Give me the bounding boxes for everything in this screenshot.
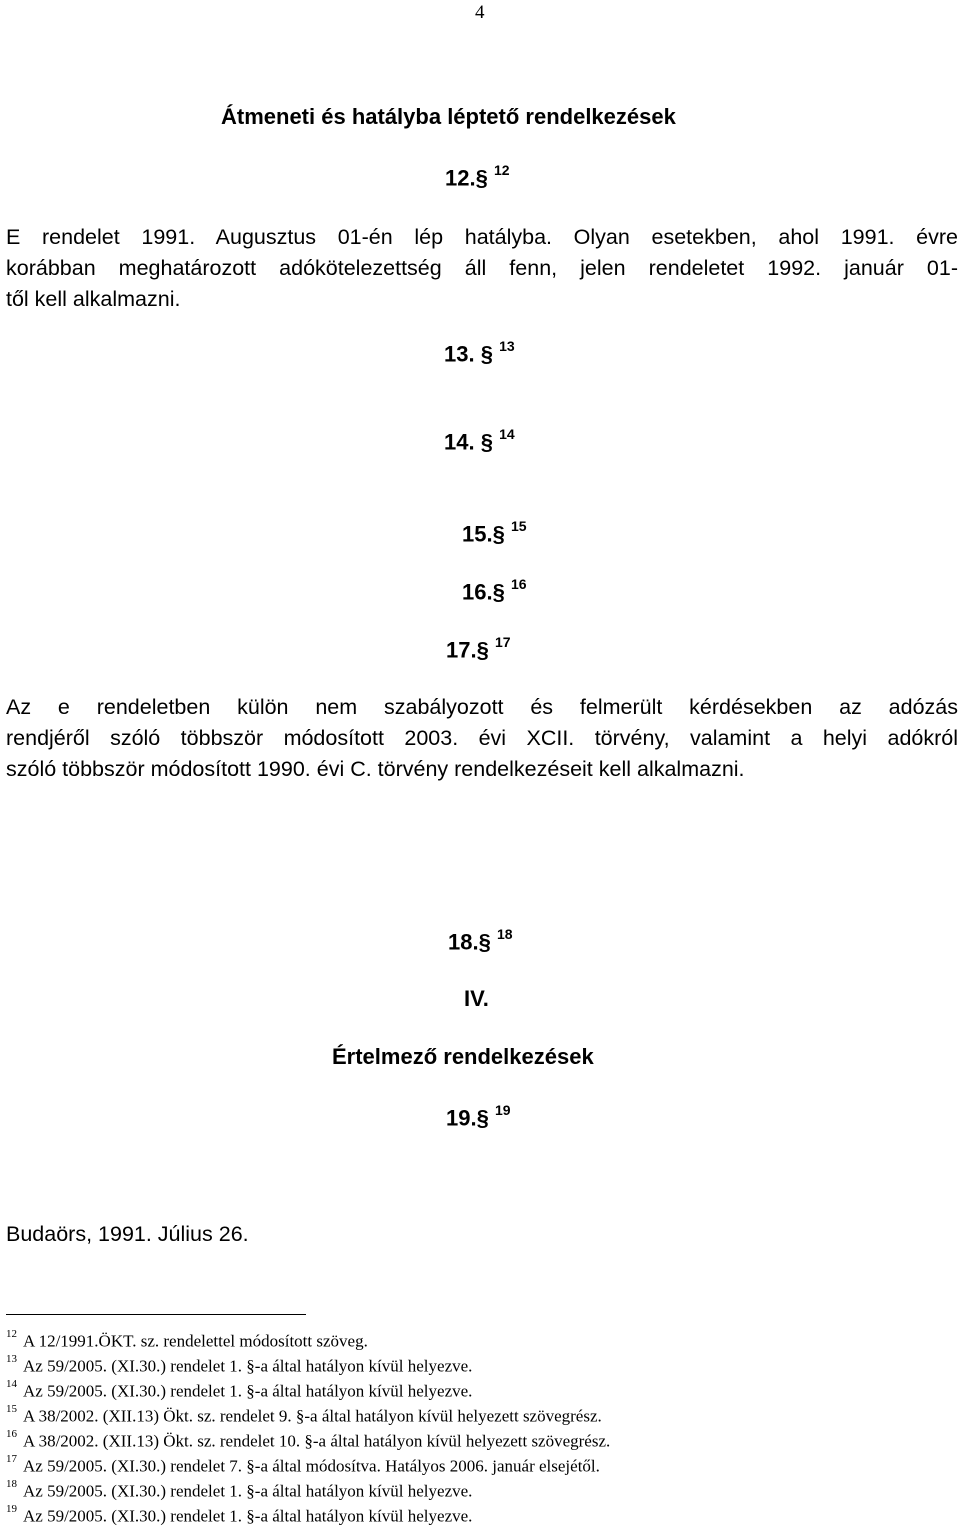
footnote-ref[interactable]: 16: [510, 576, 527, 592]
section-18: [448, 928, 513, 955]
page-number: 4: [475, 2, 485, 23]
footnote-17: [6, 1452, 600, 1477]
footnote-text: A 12/1991.ÖKT. sz. rendelettel módosított szöveg.: [23, 1331, 368, 1351]
section-number: 12.: [445, 165, 476, 191]
footnote-text: A 38/2002. (XII.13) Ökt. sz. rendelet 10. §-a által hatályon kívül helyezett szövegrész.: [23, 1431, 611, 1451]
footnote-text: Az 59/2005. (XI.30.) rendelet 1. §-a által hatályon kívül helyezve.: [23, 1356, 473, 1376]
footnote-ref[interactable]: 15: [510, 518, 527, 534]
footnote-marker: 17: [6, 1453, 17, 1465]
chapter-number: IV.: [464, 986, 489, 1011]
footnote-ref[interactable]: 13: [499, 338, 515, 354]
section-16: [462, 578, 527, 605]
footnote-marker: 12: [6, 1328, 17, 1340]
footnote-text: Az 59/2005. (XI.30.) rendelet 1. §-a által hatályon kívül helyezve.: [23, 1481, 473, 1501]
section-sign: §: [492, 521, 505, 547]
footnote-text: A 38/2002. (XII.13) Ökt. sz. rendelet 9. §-a által hatályon kívül helyezett szövegrész.: [23, 1406, 602, 1426]
footnote-ref[interactable]: 19: [494, 1102, 511, 1118]
section-number: 18.: [448, 929, 479, 955]
paragraph-line: szóló többször módosított 1990. évi C. törvény rendelkezéseit kell alkalmazni.: [6, 757, 745, 781]
section-number: 17.: [446, 637, 477, 663]
footnote-ref[interactable]: 12: [493, 162, 510, 178]
footnote-text: Az 59/2005. (XI.30.) rendelet 1. §-a által hatályon kívül helyezve.: [23, 1381, 473, 1401]
section-number: 15.: [462, 521, 493, 547]
footnote-12: [6, 1327, 368, 1352]
footnote-marker: 15: [6, 1403, 17, 1415]
paragraph-line: E rendelet 1991. Augusztus 01-én lép hatályba. Olyan esetekben, ahol 1991. évre: [6, 225, 958, 249]
section-sign: §: [476, 637, 489, 663]
paragraph-line: től kell alkalmazni.: [6, 287, 181, 311]
footnote-text: Az 59/2005. (XI.30.) rendelet 1. §-a által hatályon kívül helyezve.: [23, 1506, 473, 1526]
section-number: 13.: [444, 341, 475, 367]
paragraph-line: Az e rendeletben külön nem szabályozott és felmerült kérdésekben az adózás: [6, 695, 958, 719]
section-17: [446, 636, 511, 663]
paragraph-applicable-laws: [6, 692, 958, 785]
section-19: [446, 1104, 511, 1131]
section-sign: §: [480, 341, 493, 367]
section-number: 14.: [444, 429, 475, 455]
paragraph-line: rendjéről szóló többször módosított 2003. évi XCII. törvény, valamint a helyi adókról: [6, 726, 958, 750]
footnote-marker: 18: [6, 1478, 17, 1490]
footnote-18: [6, 1477, 472, 1502]
footnote-ref[interactable]: 14: [499, 426, 515, 442]
section-15: [462, 520, 527, 547]
footnote-16: [6, 1427, 610, 1452]
section-sign: §: [475, 165, 488, 191]
heading-interpretive-provisions: Értelmező rendelkezések: [332, 1044, 594, 1069]
footnote-text: Az 59/2005. (XI.30.) rendelet 7. §-a által módosítva. Hatályos 2006. január elsejétől.: [23, 1456, 600, 1476]
footnote-ref[interactable]: 17: [494, 634, 511, 650]
section-number: 19.: [446, 1105, 477, 1131]
place-and-date: Budaörs, 1991. Július 26.: [6, 1222, 249, 1246]
paragraph-line: korábban meghatározott adókötelezettség áll fenn, jelen rendeletet 1992. január 01-: [6, 256, 958, 280]
paragraph-entry-into-force: [6, 222, 958, 315]
section-14: [444, 428, 515, 455]
section-sign: §: [478, 929, 491, 955]
footnote-15: [6, 1402, 602, 1427]
footnote-14: [6, 1377, 472, 1402]
section-number: 16.: [462, 579, 493, 605]
footnote-marker: 19: [6, 1503, 17, 1515]
footnote-separator: [6, 1314, 306, 1315]
section-sign: §: [480, 429, 493, 455]
section-sign: §: [492, 579, 505, 605]
footnote-marker: 16: [6, 1428, 17, 1440]
section-12: [445, 164, 510, 191]
footnote-13: [6, 1352, 472, 1377]
section-sign: §: [476, 1105, 489, 1131]
heading-transitional-provisions: Átmeneti és hatályba léptető rendelkezések: [221, 104, 676, 129]
footnote-19: [6, 1502, 472, 1527]
footnote-marker: 14: [6, 1378, 17, 1390]
section-13: [444, 340, 515, 367]
footnote-ref[interactable]: 18: [496, 926, 513, 942]
footnote-marker: 13: [6, 1353, 17, 1365]
